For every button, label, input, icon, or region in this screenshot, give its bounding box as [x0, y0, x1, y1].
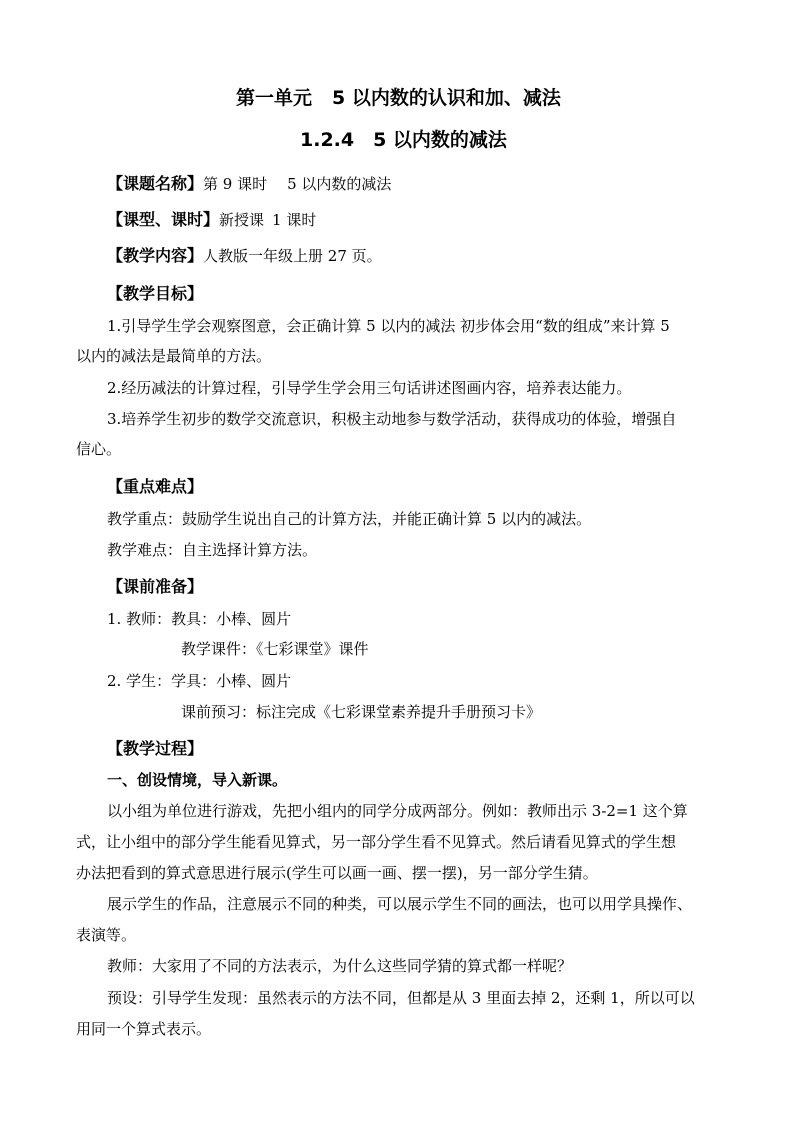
teacher-prep-line-2: 教学课件：《七彩课堂》课件	[181, 640, 369, 658]
process-section-1-heading: 一、创设情境，导入新课。	[107, 771, 288, 789]
teaching-content-label: 【教学内容】	[107, 246, 204, 265]
key-points-label: 【重点难点】	[107, 477, 204, 496]
teacher-prep-line-1: 1. 教师：教具：小棒、圆片	[107, 610, 292, 628]
teaching-content-row	[107, 246, 382, 266]
course-type-value-b: 1 课时	[272, 211, 317, 229]
student-prep-line-1: 2. 学生：学具：小棒、圆片	[107, 672, 292, 690]
goal-1-line-1: 1.引导学生学会观察图意，会正确计算 5 以内的减法 初步体会用“数的组成”来计算 5	[107, 317, 670, 335]
process-label: 【教学过程】	[107, 739, 204, 758]
course-name-value-a: 第 9 课时	[203, 175, 268, 193]
unit-title	[236, 86, 561, 110]
unit-title-number: 第一单元	[236, 87, 313, 109]
goal-3-line-2: 信心。	[76, 440, 122, 458]
course-type-row	[107, 210, 316, 230]
process-p1-line-3: 办法把看到的算式意思进行展示(学生可以画一画、摆一摆)，另一部分学生猜。	[76, 864, 598, 882]
teaching-goals-label: 【教学目标】	[107, 284, 204, 303]
course-name-row	[107, 174, 391, 194]
difficult-point-text: 教学难点：自主选择计算方法。	[107, 541, 318, 559]
course-type-value-a: 新授课	[219, 211, 265, 229]
process-p4-line-2: 用同一个算式表示。	[76, 1020, 212, 1038]
course-type-label: 【课型、课时】	[107, 210, 220, 229]
goal-3-line-1: 3.培养学生初步的数学交流意识，积极主动地参与数学活动，获得成功的体验，增强自	[107, 410, 677, 428]
preparation-label: 【课前准备】	[107, 577, 204, 596]
process-p4-line-1: 预设：引导学生发现：虽然表示的方法不同，但都是从 3 里面去掉 2，还剩 1，所以可以	[107, 989, 695, 1007]
lesson-title: 1.2.4 5 以内数的减法	[300, 129, 507, 151]
unit-title-topic: 5 以内数的认识和加、减法	[332, 87, 561, 109]
process-p1-line-1: 以小组为单位进行游戏，先把小组内的同学分成两部分。例如：教师出示 3-2=1 这个算	[107, 802, 688, 820]
process-p3: 教师：大家用了不同的方法表示，为什么这些同学猜的算式都一样呢？	[107, 957, 573, 975]
process-p1-line-2: 式，让小组中的部分学生能看见算式，另一部分学生看不见算式。然后请看见算式的学生想	[76, 833, 677, 851]
process-p2-line-1: 展示学生的作品，注意展示不同的种类，可以展示学生不同的画法，也可以用学具操作、	[107, 895, 693, 913]
course-name-label: 【课题名称】	[107, 174, 204, 193]
student-prep-line-2: 课前预习：标注完成《七彩课堂素养提升手册预习卡》	[181, 703, 542, 721]
goal-2: 2.经历减法的计算过程，引导学生学会用三句话讲述图画内容，培养表达能力。	[107, 379, 632, 397]
key-point-text: 教学重点：鼓励学生说出自己的计算方法，并能正确计算 5 以内的减法。	[107, 510, 592, 528]
goal-1-line-2: 以内的减法是最简单的方法。	[76, 347, 272, 365]
course-name-value-b: 5 以内数的减法	[287, 175, 392, 193]
process-p2-line-2: 表演等。	[76, 926, 137, 944]
teaching-content-value: 人教版一年级上册 27 页。	[203, 247, 382, 265]
